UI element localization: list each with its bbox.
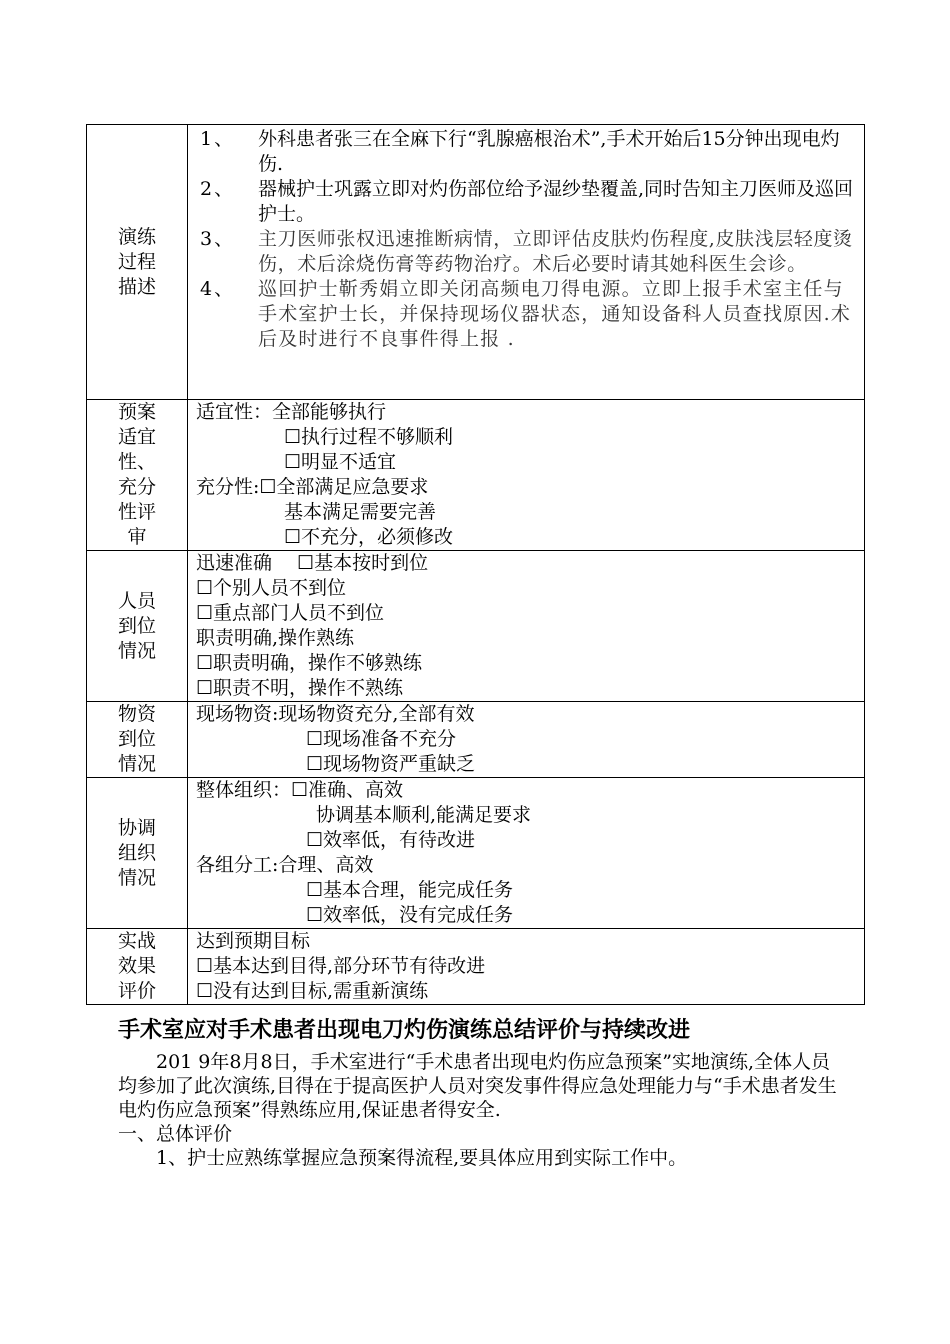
row-label-cell [87,929,188,1005]
content-line: ☐现场物资严重缺乏 [306,753,476,775]
content-line: 整体组织：☐准确、高效 [196,779,404,801]
content-line: 迅速准确 ☐基本按时到位 [196,552,429,574]
content-line: ☐个别人员不到位 [196,577,347,599]
item-number: 3、 [200,228,236,250]
content-line: ☐效率低，没有完成任务 [306,904,514,926]
content-line: ☐基本合理，能完成任务 [306,879,514,901]
list-item [200,227,856,277]
item-text: 器械护士巩露立即对灼伤部位给予湿纱垫覆盖,同时告知主刀医师及巡回护士。 [258,178,854,225]
content-line: 基本满足需要完善 [284,501,437,523]
content-line: ☐职责明确，操作不够熟练 [196,652,423,674]
content-line: ☐基本达到目得,部分环节有待改进 [196,955,486,977]
row-label: 预案适宜性、充分性评审 [117,401,156,548]
content-line: 充分性:☐全部满足应急要求 [196,476,429,498]
content-line: ☐重点部门人员不到位 [196,602,385,624]
content-line: 各组分工:合理、高效 [196,854,374,876]
content-line: 协调基本顺利,能满足要求 [316,804,532,826]
personnel-cell [188,551,865,702]
row-label: 协调组织情况 [117,816,156,889]
list-item: 1、护士应熟练掌握应急预案得流程,要具体应用到实际工作中。 [156,1147,688,1169]
materials-cell [188,702,865,778]
content-line: 现场物资:现场物资充分,全部有效 [196,703,475,725]
table-row [87,929,865,1005]
content-line: ☐明显不适宜 [284,451,397,473]
row-label: 实战效果评价 [117,930,156,1002]
coordination-cell [188,778,865,929]
content-line: ☐效率低，有待改进 [306,829,476,851]
content-line: 职责明确,操作熟练 [196,627,355,649]
content-line: ☐执行过程不够顺利 [284,426,454,448]
item-number: 1、 [200,128,236,150]
item-text: 外科患者张三在全麻下行“乳腺癌根治术”,手术开始后15分钟出现电灼伤. [258,128,840,175]
effect-evaluation-cell [188,929,865,1005]
drill-evaluation-table [86,124,865,1005]
content-line: ☐不充分，必须修改 [284,526,454,548]
section-heading: 一、总体评价 [118,1123,233,1145]
row-label: 人员到位情况 [117,589,156,662]
summary-paragraph: 201 9年8月8日，手术室进行“手术患者出现电灼伤应急预案”实地演练,全体人员均参加了此次演练,目得在于提高医护人员对突发事件得应急处理能力与“手术患者发生电灼伤应急预案”得熟练应用,保证患者得安全. [118,1051,837,1121]
content-line: ☐职责不明，操作不熟练 [196,677,404,699]
item-number: 2、 [200,178,236,200]
process-description-cell [188,125,865,400]
content-line: ☐现场准备不充分 [306,728,457,750]
page-title: 手术室应对手术患者出现电刀灼伤演练总结评价与持续改进 [118,1018,691,1043]
table-row [87,125,865,400]
row-label-cell [87,400,188,551]
row-label: 演练过程描述 [117,225,156,298]
row-label-cell [87,551,188,702]
table-row [87,400,865,551]
item-number: 4、 [200,278,236,300]
row-label-cell [87,125,188,400]
summary-body [118,1050,838,1170]
list-item [200,277,856,352]
plan-review-cell [188,400,865,551]
list-item [200,177,856,227]
table-row [87,778,865,929]
table-row [87,702,865,778]
row-label-cell [87,778,188,929]
content-line: 达到预期目标 [196,930,311,952]
item-text: 巡回护士靳秀娟立即关闭高频电刀得电源。立即上报手术室主任与手术室护士长，并保持现场仪器状态，通知设备科人员查找原因.术后及时进行不良事件得上报 . [258,278,852,350]
content-line: 适宜性：全部能够执行 [196,401,387,423]
item-text: 主刀医师张权迅速推断病情，立即评估皮肤灼伤程度,皮肤浅层轻度烫伤，术后涂烧伤膏等药物治疗。术后必要时请其她科医生会诊。 [258,228,853,275]
table-row [87,551,865,702]
row-label-cell [87,702,188,778]
content-line: ☐没有达到目标,需重新演练 [196,980,429,1002]
row-label: 物资到位情况 [117,703,156,775]
list-item [200,127,856,177]
